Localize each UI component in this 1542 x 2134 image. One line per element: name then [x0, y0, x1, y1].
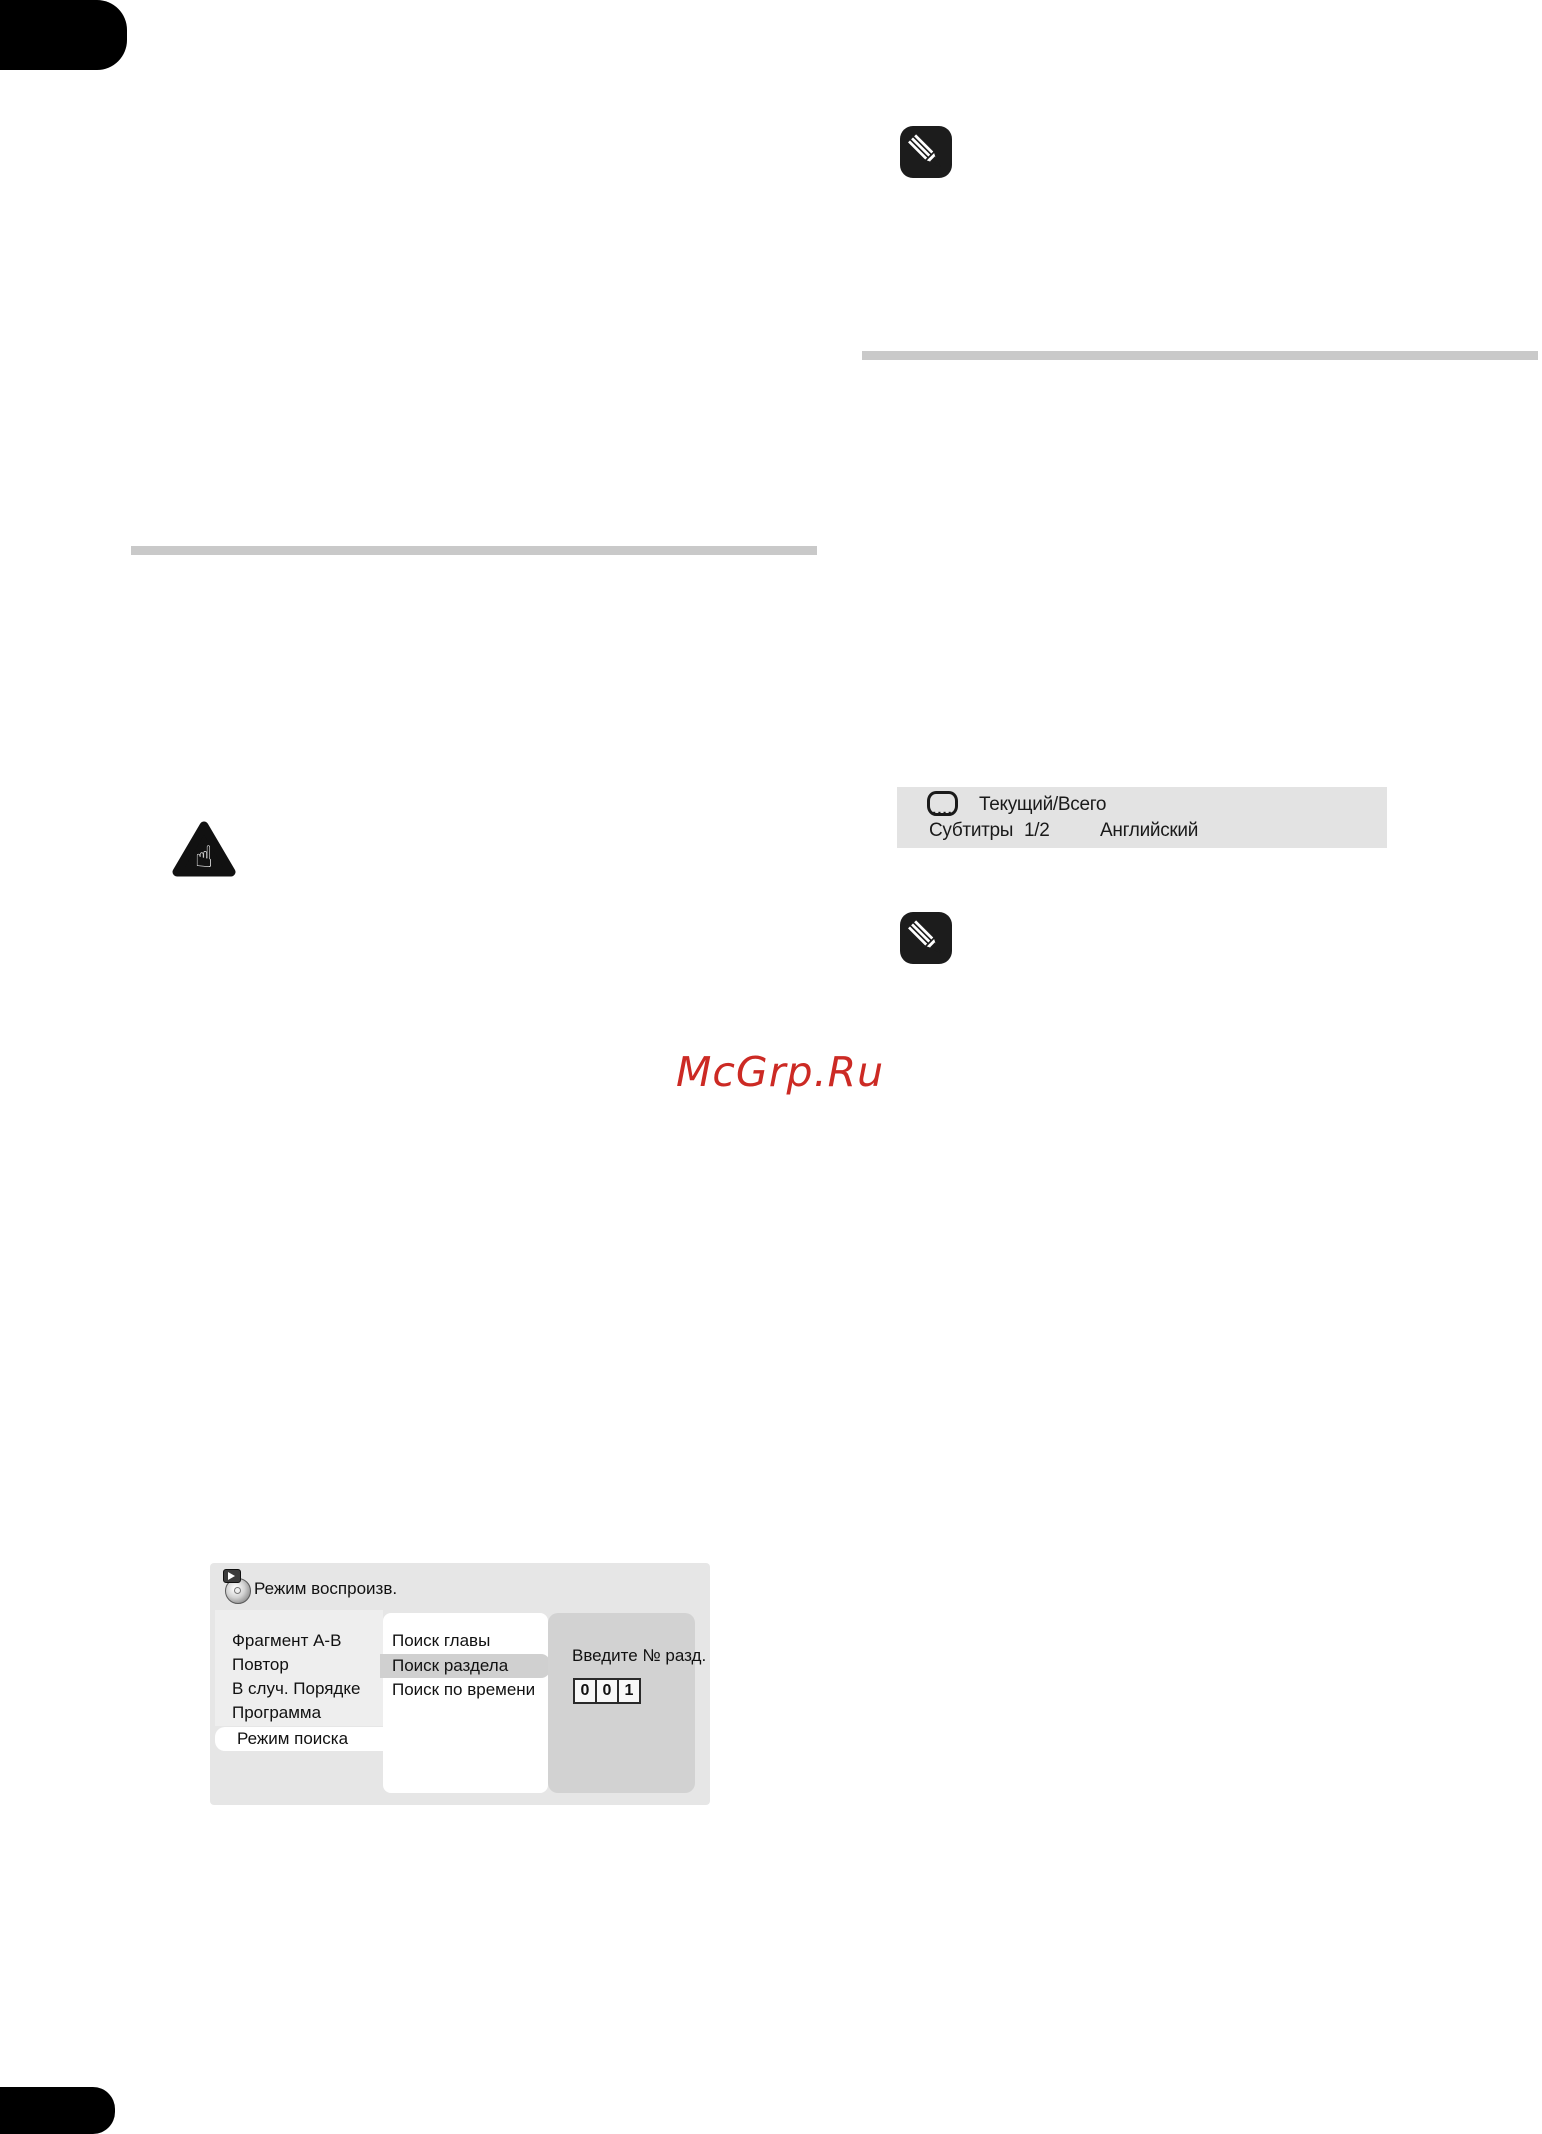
dvd-playmode-screenshot	[210, 1563, 710, 1805]
play-badge-icon	[223, 1569, 241, 1583]
dvd-submenu-column	[383, 1613, 548, 1793]
submenu-item-chapter-search-selected: Поиск раздела	[380, 1654, 550, 1678]
play-triangle-icon	[228, 1572, 235, 1580]
digit-box-3: 1	[617, 1678, 641, 1704]
hand-glyph: ☝	[194, 840, 214, 875]
submenu-item-time-search: Поиск по времени	[392, 1680, 536, 1699]
digit-box-1: 0	[573, 1678, 597, 1704]
disc-play-icon	[222, 1570, 258, 1606]
subtitle-box-icon: ....	[927, 791, 958, 816]
pointing-hand-caution-icon	[171, 820, 237, 882]
menu-item-ab-fragment: Фрагмент A-B	[232, 1631, 342, 1650]
disc-hole	[234, 1587, 241, 1594]
chapter-number-input	[573, 1678, 639, 1704]
menu-item-program: Программа	[232, 1703, 322, 1722]
dvd-menu-title: Режим воспроизв.	[254, 1579, 398, 1598]
submenu-item-title-search: Поиск главы	[392, 1631, 491, 1650]
note-pencil-icon	[900, 912, 952, 964]
osd-subtitles-language: Английский	[1100, 820, 1199, 841]
section-divider-right-column	[862, 351, 1538, 360]
pencil-icon	[900, 126, 952, 178]
osd-subtitles-value: 1/2	[1024, 820, 1050, 841]
menu-item-search-mode-label: Режим поиска	[237, 1729, 349, 1748]
note-pencil-icon	[900, 126, 952, 178]
pencil-icon	[900, 912, 952, 964]
osd-subtitles-label: Субтитры	[929, 820, 1014, 841]
osd-current-total-label: Текущий/Всего	[979, 794, 1107, 815]
watermark-text: McGrp.Ru	[676, 1048, 885, 1096]
dvd-entry-panel	[548, 1613, 707, 1793]
section-divider-left-column	[131, 546, 817, 555]
digit-box-2: 0	[595, 1678, 619, 1704]
caution-triangle	[171, 820, 237, 882]
osd-subtitle-bar	[897, 787, 1387, 848]
entry-panel-label: Введите № разд.	[572, 1646, 707, 1665]
menu-item-random: В случ. Порядке	[232, 1679, 361, 1698]
menu-item-repeat: Повтор	[232, 1655, 289, 1674]
menu-item-search-mode-selected	[215, 1727, 383, 1751]
page-edge-tab-top	[0, 0, 127, 70]
page-edge-tab-bottom	[0, 2087, 115, 2134]
